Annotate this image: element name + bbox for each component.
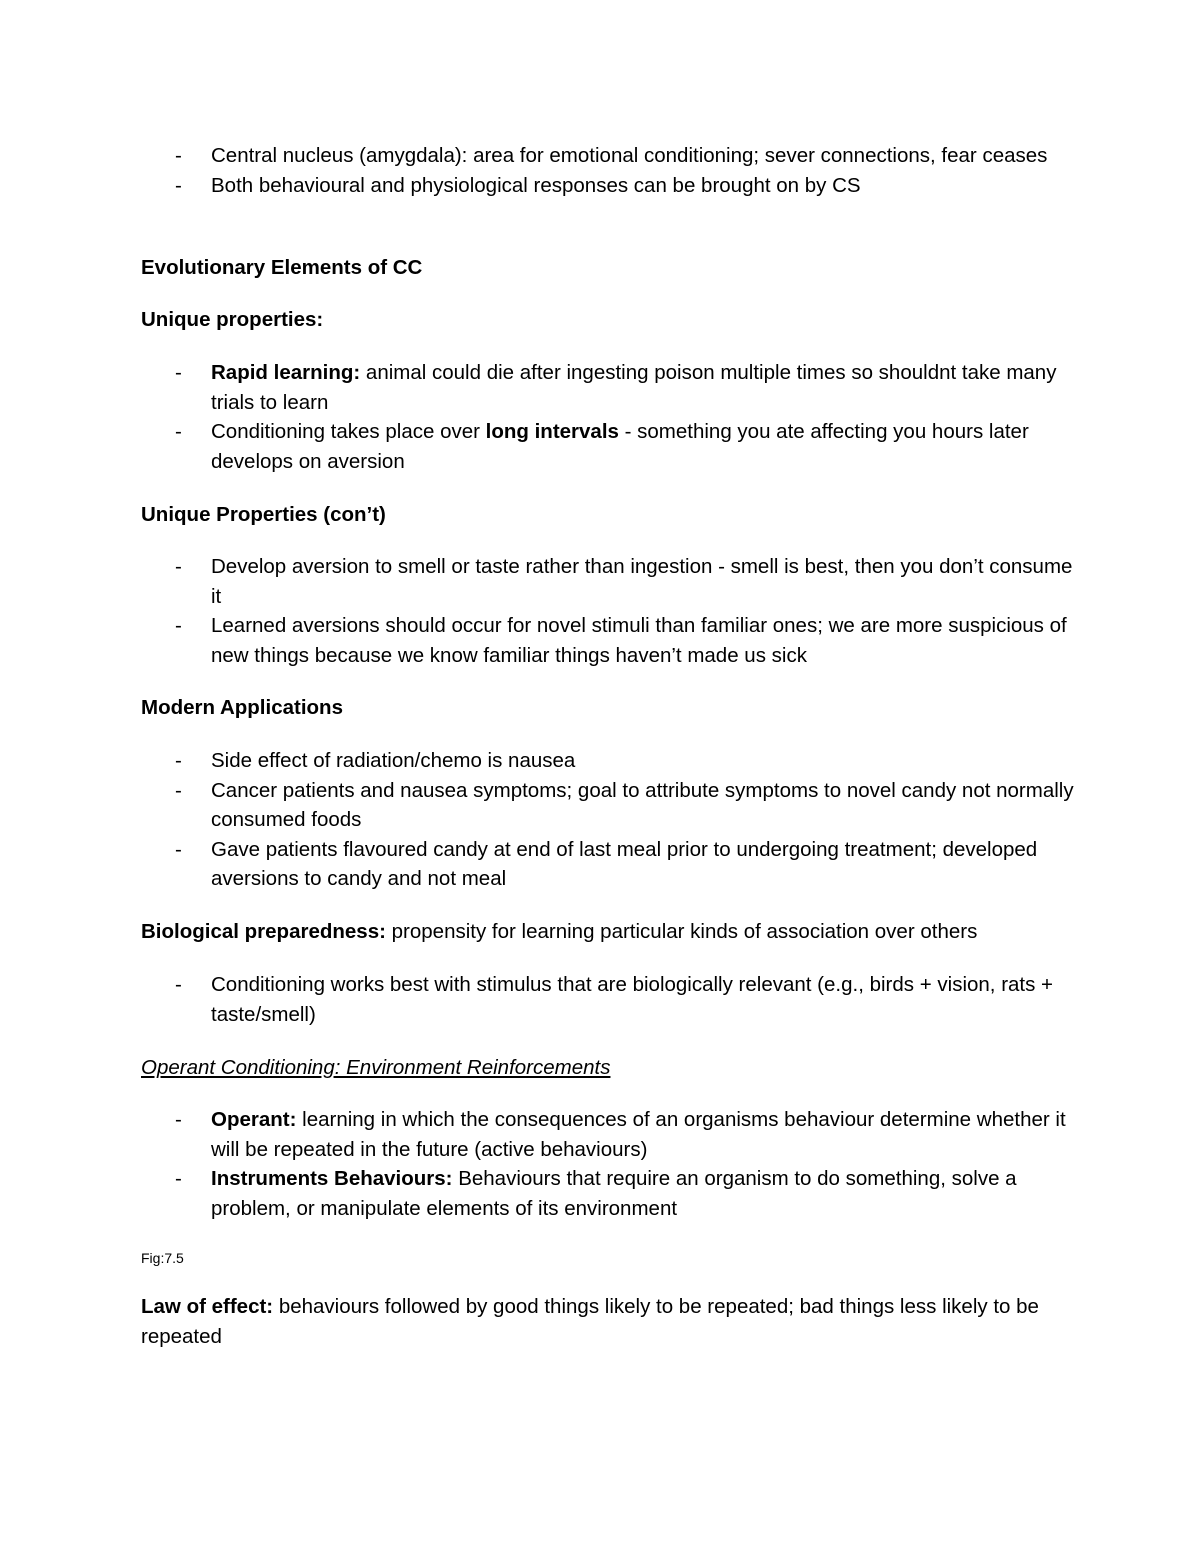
term-label: Law of effect:	[141, 1295, 274, 1318]
unique-properties-list	[141, 358, 1081, 476]
bullet-dash: -	[175, 973, 182, 996]
emphasis-text: long intervals	[485, 420, 619, 443]
modern-applications-heading: Modern Applications	[141, 696, 343, 719]
term-label: Biological preparedness:	[141, 920, 386, 943]
bullet-dash: -	[175, 749, 182, 772]
biological-preparedness-list	[141, 970, 1081, 1029]
list-item	[141, 970, 1081, 1029]
unique-properties-cont-heading: Unique Properties (con’t)	[141, 503, 386, 526]
bullet-dash: -	[175, 361, 182, 384]
modern-applications-section	[141, 746, 1081, 894]
list-item-text: Learned aversions should occur for novel stimuli than familiar ones; we are more suspicious of new things because we know familiar things haven’t made us sick	[211, 614, 1067, 667]
list-item-text: - something you ate affecting you hours later develops on aversion	[211, 420, 1029, 473]
list-item	[141, 746, 1081, 776]
bullet-dash: -	[175, 614, 182, 637]
term-label: Rapid learning:	[211, 361, 361, 384]
list-item-text: Develop aversion to smell or taste rather than ingestion - smell is best, then you don’t consume it	[211, 555, 1073, 608]
bullet-dash: -	[175, 555, 182, 578]
list-item-text: Conditioning works best with stimulus that are biologically relevant (e.g., birds + vision, rats + taste/smell)	[211, 973, 1054, 1026]
operant-list	[141, 1105, 1081, 1223]
bullet-dash: -	[175, 1167, 182, 1190]
list-item	[141, 141, 1081, 171]
list-item-text: animal could die after ingesting poison multiple times so shouldnt take many trials to learn	[211, 361, 1057, 414]
list-item	[141, 358, 1081, 417]
term-label: Instruments Behaviours:	[211, 1167, 453, 1190]
list-item-text: Conditioning takes place over	[211, 420, 486, 443]
bullet-dash: -	[175, 1108, 182, 1131]
biological-preparedness-section	[141, 970, 1081, 1029]
list-item	[141, 417, 1081, 476]
bullet-dash: -	[175, 144, 182, 167]
law-of-effect-paragraph	[141, 1292, 1081, 1351]
unique-properties-heading: Unique properties:	[141, 308, 324, 331]
figure-reference: Fig:7.5	[141, 1250, 184, 1266]
list-item-text: Central nucleus (amygdala): area for emotional conditioning; sever connections, fear ceases	[211, 144, 1048, 167]
list-item-text: Behaviours that require an organism to do something, solve a problem, or manipulate elements of its environment	[211, 1167, 1017, 1220]
paragraph-text: propensity for learning particular kinds of association over others	[385, 920, 978, 943]
operant-section	[141, 1105, 1081, 1223]
bullet-dash: -	[175, 778, 182, 802]
list-item	[141, 835, 1081, 894]
biological-preparedness-paragraph	[141, 917, 1081, 947]
list-item	[141, 1105, 1081, 1164]
bullet-dash: -	[175, 837, 182, 861]
list-item	[141, 611, 1081, 670]
intro-section	[141, 141, 1081, 200]
term-label: Operant:	[211, 1108, 297, 1131]
evolutionary-heading: Evolutionary Elements of CC	[141, 256, 423, 279]
intro-list	[141, 141, 1081, 200]
unique-properties-cont-list	[141, 552, 1081, 670]
list-item-text: Cancer patients and nausea symptoms; goal to attribute symptoms to novel candy not normally consumed foods	[211, 778, 1074, 831]
list-item-text: Side effect of radiation/chemo is nausea	[211, 749, 576, 772]
list-item-text: Gave patients flavoured candy at end of last meal prior to undergoing treatment; developed aversions to candy and not meal	[211, 837, 1038, 890]
list-item-text: Both behavioural and physiological responses can be brought on by CS	[211, 173, 861, 197]
paragraph-text: behaviours followed by good things likely to be repeated; bad things less likely to be repeated	[141, 1295, 1039, 1348]
list-item	[141, 1164, 1081, 1223]
list-item	[141, 776, 1081, 835]
modern-applications-list	[141, 746, 1081, 894]
operant-conditioning-title: Operant Conditioning: Environment Reinforcements	[141, 1056, 611, 1079]
bullet-dash: -	[175, 173, 182, 197]
unique-properties-cont-section	[141, 552, 1081, 670]
list-item	[141, 552, 1081, 611]
bullet-dash: -	[175, 420, 182, 443]
list-item	[141, 171, 1081, 201]
unique-properties-section	[141, 358, 1081, 476]
list-item-text: learning in which the consequences of an organisms behaviour determine whether it will be repeated in the future (active behaviours)	[211, 1108, 1066, 1161]
